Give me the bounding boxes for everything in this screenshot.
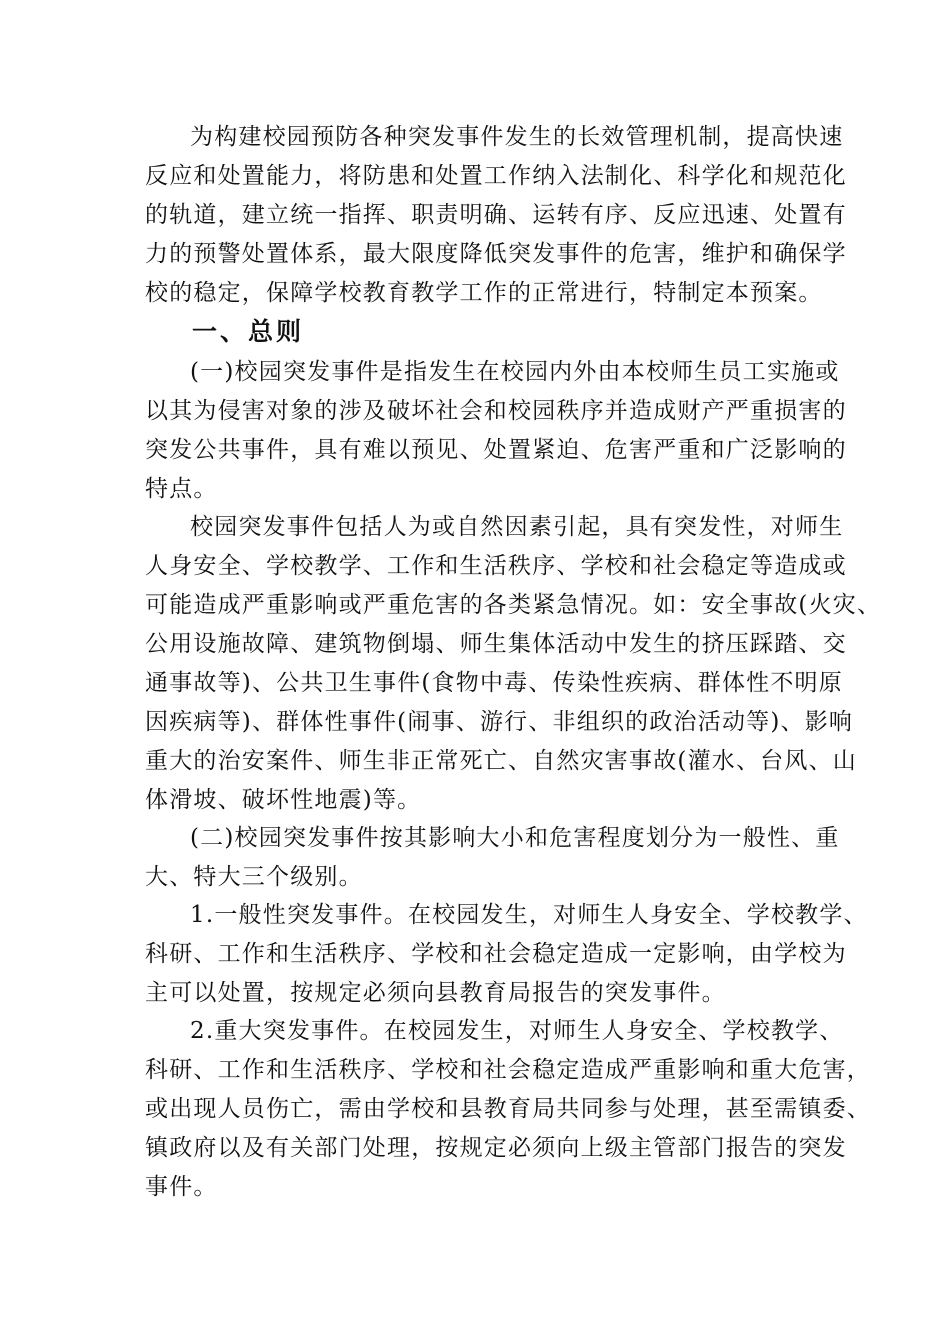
para2-line-5: 通事故等)、公共卫生事件(食物中毒、传染性疾病、群体性不明原 (145, 670, 843, 696)
intro-line-1: 为构建校园预防各种突发事件发生的长效管理机制，提高快速 (190, 124, 844, 150)
para4-line-1: 1.一般性突发事件。在校园发生，对师生人身安全、学校教学、 (190, 902, 868, 928)
para1-line-3: 突发公共事件，具有难以预见、处置紧迫、危害严重和广泛影响的 (145, 437, 847, 463)
para4-line-3: 主可以处置，按规定必须向县教育局报告的突发事件。 (145, 980, 726, 1006)
para1-line-4: 特点。 (145, 476, 218, 502)
para2-line-6: 因疾病等)、群体性事件(闹事、游行、非组织的政治活动等)、影响 (145, 709, 854, 735)
para5-line-3: 或出现人员伤亡，需由学校和县教育局共同参与处理，甚至需镇委、 (145, 1096, 871, 1122)
para4-line-2: 科研、工作和生活秩序、学校和社会稳定造成一定影响，由学校为 (145, 941, 847, 967)
intro-line-4: 力的预警处置体系，最大限度降低突发事件的危害，维护和确保学 (145, 241, 847, 267)
para2-line-8: 体滑坡、破坏性地震)等。 (145, 787, 422, 813)
para5-line-1: 2.重大突发事件。在校园发生，对师生人身安全、学校教学、 (190, 1018, 844, 1044)
para1-line-2: 以其为侵害对象的涉及破坏社会和校园秩序并造成财产严重损害的 (145, 398, 847, 424)
para2-line-4: 公用设施故障、建筑物倒塌、师生集体活动中发生的挤压踩踏、交 (145, 631, 847, 657)
intro-line-2: 反应和处置能力，将防患和处置工作纳入法制化、科学化和规范化 (145, 163, 847, 189)
intro-line-5: 校的稳定，保障学校教育教学工作的正常进行，特制定本预案。 (145, 280, 823, 306)
para1-line-1: (一)校园突发事件是指发生在校园内外由本校师生员工实施或 (190, 359, 840, 385)
para2-line-2: 人身安全、学校教学、工作和生活秩序、学校和社会稳定等造成或 (145, 553, 847, 579)
para3-line-2: 大、特大三个级别。 (145, 864, 363, 890)
para5-line-4: 镇政府以及有关部门处理，按规定必须向上级主管部门报告的突发 (145, 1135, 847, 1161)
section-heading: 一、总则 (192, 317, 305, 346)
intro-line-3: 的轨道，建立统一指挥、职责明确、运转有序、反应迅速、处置有 (145, 202, 847, 228)
para3-line-1: (二)校园突发事件按其影响大小和危害程度划分为一般性、重 (190, 825, 840, 851)
para2-line-1: 校园突发事件包括人为或自然因素引起，具有突发性，对师生 (190, 514, 844, 540)
para2-line-7: 重大的治安案件、师生非正常死亡、自然灾害事故(灌水、台风、山 (145, 748, 857, 774)
para2-line-3: 可能造成严重影响或严重危害的各类紧急情况。如：安全事故(火灾、 (145, 592, 882, 618)
para5-line-5: 事件。 (145, 1174, 218, 1200)
para5-line-2: 科研、工作和生活秩序、学校和社会稳定造成严重影响和重大危害， (145, 1057, 871, 1083)
